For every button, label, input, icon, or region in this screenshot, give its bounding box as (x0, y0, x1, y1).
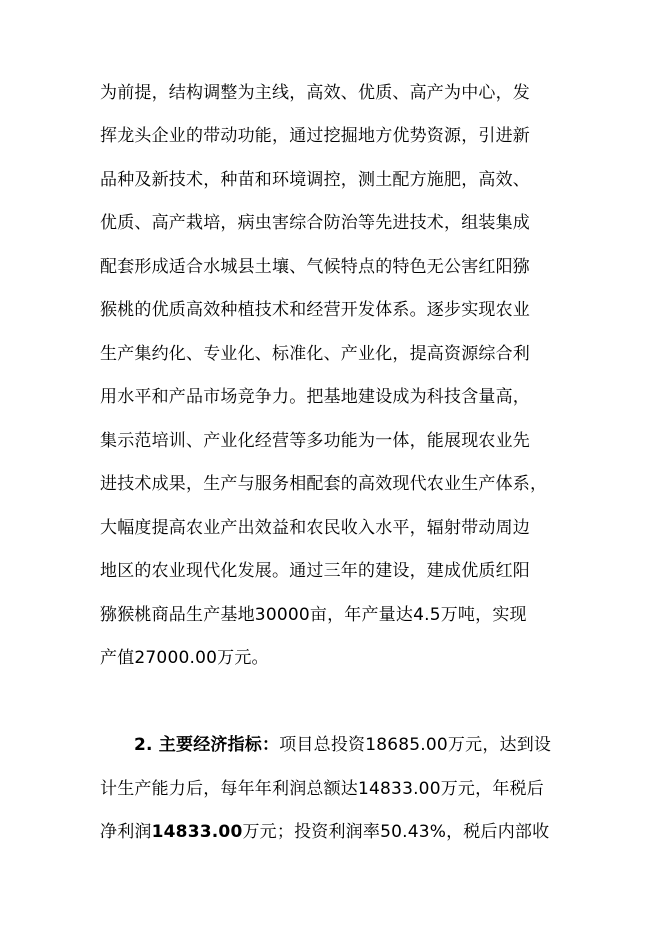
paragraph-text: 项目总投资18685.00万元，达到设 (279, 735, 552, 755)
paragraph-line: 配套形成适合水城县土壤、气候特点的特色无公害红阳猕 (100, 257, 530, 277)
section-heading: 2. 主要经济指标： (134, 735, 280, 755)
bold-figure: 14833.00 (151, 822, 243, 842)
paragraph-line: 品种及新技术，种苗和环境调控，测土配方施肥，高效、 (100, 170, 530, 190)
paragraph-line (100, 818, 560, 846)
paragraph-text: 净利润 (100, 822, 152, 842)
paragraph-line: 用水平和产品市场竞争力。把基地建设成为科技含量高， (100, 387, 530, 407)
paragraph-line: 进技术成果，生产与服务相配套的高效现代农业生产体系， (100, 474, 548, 494)
paragraph-line: 地区的农业现代化发展。通过三年的建设，建成优质红阳 (100, 561, 530, 581)
paragraph-line: 产值27000.00万元。 (100, 648, 269, 668)
paragraph-line: 大幅度提高农业产出效益和农民收入水平，辐射带动周边 (100, 518, 530, 538)
paragraph-text: 万元；投资利润率50.43%，税后内部收 (242, 822, 550, 842)
paragraph-line: 生产集约化、专业化、标准化、产业化，提高资源综合利 (100, 344, 530, 364)
paragraph-line: 挥龙头企业的带动功能，通过挖掘地方优势资源，引进新 (100, 126, 530, 146)
paragraph-line: 集示范培训、产业化经营等多功能为一体，能展现农业先 (100, 431, 530, 451)
economic-indicators-line (134, 731, 594, 759)
paragraph-line: 优质、高产栽培，病虫害综合防治等先进技术，组装集成 (100, 213, 530, 233)
paragraph-line: 猕猴桃商品生产基地30000亩，年产量达4.5万吨，实现 (100, 605, 527, 625)
paragraph-line: 为前提，结构调整为主线，高效、优质、高产为中心，发 (100, 83, 530, 103)
paragraph-line: 猴桃的优质高效种植技术和经营开发体系。逐步实现农业 (100, 300, 530, 320)
paragraph-line: 计生产能力后，每年年利润总额达14833.00万元，年税后 (100, 779, 544, 799)
